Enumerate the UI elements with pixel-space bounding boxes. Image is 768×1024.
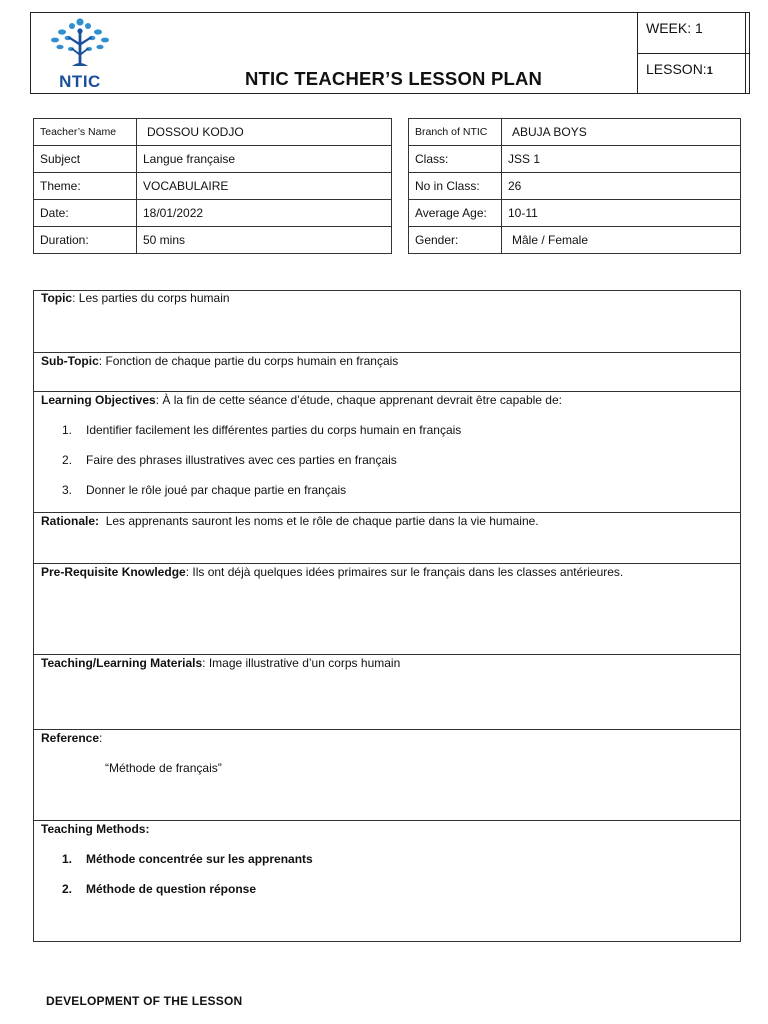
date-label: Date: bbox=[34, 200, 137, 227]
duration-value: 50 mins bbox=[137, 227, 392, 254]
objectives-label: Learning Objectives bbox=[41, 393, 156, 407]
materials-text: : Image illustrative d’un corps humain bbox=[202, 656, 401, 670]
topic-section bbox=[41, 291, 230, 305]
teacher-name-value: DOSSOU KODJO bbox=[137, 119, 392, 146]
materials-label: Teaching/Learning Materials bbox=[41, 656, 203, 670]
week-lesson-divider bbox=[637, 53, 750, 54]
reference-item: “Méthode de français” bbox=[105, 761, 222, 775]
lesson-number: 1 bbox=[706, 65, 713, 77]
methods-label: Teaching Methods: bbox=[41, 822, 150, 836]
objective-number: 3. bbox=[62, 483, 73, 497]
prerequisite-section bbox=[41, 565, 623, 579]
materials-section bbox=[41, 656, 400, 670]
class-size-label: No in Class: bbox=[409, 173, 502, 200]
gender-label: Gender: bbox=[409, 227, 502, 254]
prerequisite-text: : Ils ont déjà quelques idées primaires sur le français dans les classes antérieures. bbox=[185, 565, 624, 579]
section-divider bbox=[33, 391, 741, 392]
table-row bbox=[34, 146, 392, 173]
rationale-text: Les apprenants sauront les noms et le rôle de chaque partie dans la vie humaine. bbox=[105, 514, 539, 528]
table-row bbox=[409, 173, 741, 200]
ntic-logo bbox=[44, 16, 116, 90]
lesson-label-text: LESSON: bbox=[646, 61, 707, 77]
subtopic-section bbox=[41, 354, 398, 368]
topic-text: : Les parties du corps humain bbox=[72, 291, 230, 305]
prerequisite-label: Pre-Requisite Knowledge bbox=[41, 565, 186, 579]
objective-item: Donner le rôle joué par chaque partie en français bbox=[86, 483, 347, 497]
rationale-label: Rationale: bbox=[41, 514, 100, 528]
objective-item: Faire des phrases illustratives avec ces parties en français bbox=[86, 453, 397, 467]
section-divider bbox=[33, 820, 741, 821]
reference-label: Reference bbox=[41, 731, 100, 745]
table-row bbox=[409, 200, 741, 227]
lesson-label bbox=[646, 61, 713, 77]
class-value: JSS 1 bbox=[502, 146, 741, 173]
method-item: Méthode concentrée sur les apprenants bbox=[86, 852, 313, 866]
table-row bbox=[409, 119, 741, 146]
objective-number: 2. bbox=[62, 453, 73, 467]
subject-value: Langue française bbox=[137, 146, 392, 173]
branch-value: ABUJA BOYS bbox=[502, 119, 741, 146]
table-row bbox=[34, 119, 392, 146]
theme-label: Theme: bbox=[34, 173, 137, 200]
date-value: 18/01/2022 bbox=[137, 200, 392, 227]
class-size-value: 26 bbox=[502, 173, 741, 200]
tree-logo-icon bbox=[44, 16, 116, 72]
table-row bbox=[34, 200, 392, 227]
week-lesson-edge bbox=[745, 12, 746, 94]
logo-text: NTIC bbox=[59, 72, 101, 91]
method-number: 1. bbox=[62, 852, 73, 866]
reference-colon: : bbox=[99, 731, 103, 745]
objective-number: 1. bbox=[62, 423, 73, 437]
average-age-value: 10-11 bbox=[502, 200, 741, 227]
page-title: NTIC TEACHER’S LESSON PLAN bbox=[245, 68, 543, 89]
teacher-info-table bbox=[33, 118, 392, 254]
method-item: Méthode de question réponse bbox=[86, 882, 257, 896]
gender-value: Mâle / Female bbox=[502, 227, 741, 254]
section-divider bbox=[33, 729, 741, 730]
section-divider bbox=[33, 654, 741, 655]
table-row bbox=[409, 146, 741, 173]
branch-label: Branch of NTIC bbox=[409, 119, 502, 146]
week-label: WEEK: 1 bbox=[646, 20, 703, 36]
average-age-label: Average Age: bbox=[409, 200, 502, 227]
subtopic-text: : Fonction de chaque partie du corps humain en français bbox=[98, 354, 399, 368]
objectives-section bbox=[41, 393, 562, 407]
class-info-table bbox=[408, 118, 741, 254]
lesson-plan-box bbox=[33, 290, 741, 942]
development-heading: DEVELOPMENT OF THE LESSON bbox=[46, 994, 243, 1008]
class-label: Class: bbox=[409, 146, 502, 173]
table-row bbox=[34, 173, 392, 200]
subtopic-label: Sub-Topic bbox=[41, 354, 99, 368]
objective-item: Identifier facilement les différentes parties du corps humain en français bbox=[86, 423, 462, 437]
teacher-name-label: Teacher’s Name bbox=[34, 119, 137, 146]
rationale-section bbox=[41, 514, 539, 528]
duration-label: Duration: bbox=[34, 227, 137, 254]
theme-value: VOCABULAIRE bbox=[137, 173, 392, 200]
subject-label: Subject bbox=[34, 146, 137, 173]
section-divider bbox=[33, 512, 741, 513]
objectives-text: : À la fin de cette séance d’étude, chaque apprenant devrait être capable de: bbox=[155, 393, 562, 407]
table-row bbox=[409, 227, 741, 254]
section-divider bbox=[33, 352, 741, 353]
reference-section bbox=[41, 731, 102, 745]
table-row bbox=[34, 227, 392, 254]
topic-label: Topic bbox=[41, 291, 73, 305]
method-number: 2. bbox=[62, 882, 73, 896]
section-divider bbox=[33, 563, 741, 564]
